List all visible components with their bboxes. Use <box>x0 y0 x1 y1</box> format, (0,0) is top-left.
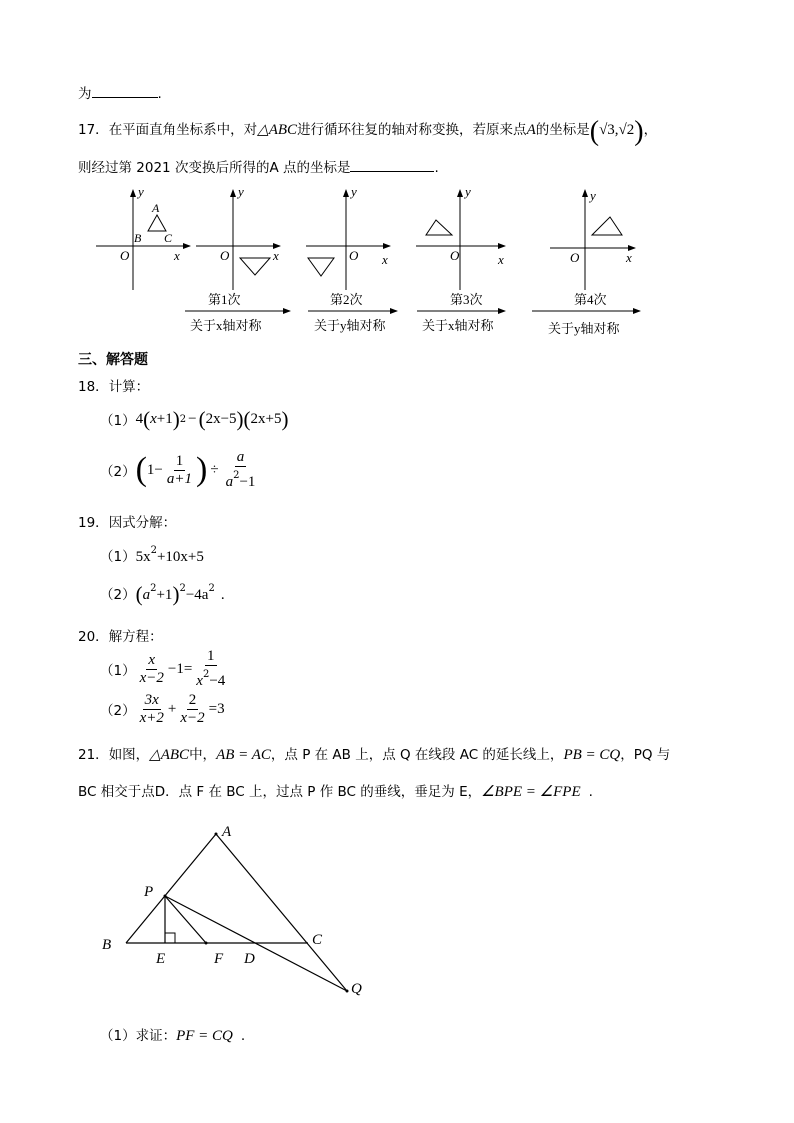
point-c-label: C <box>312 932 323 948</box>
x-axis-label: x <box>626 250 632 265</box>
question-20-part-2: （2） $\frac{3x}{x+2}$ + $\frac{2}{x-2}$ =3 <box>100 691 225 726</box>
q17-transform-figure <box>90 180 650 340</box>
question-19-title: 19．因式分解： <box>78 515 177 531</box>
q21-triangle-figure <box>96 816 386 1006</box>
y-axis-label: y <box>238 184 244 199</box>
question-20-part-1: （1） $\frac{x}{x-2}$ −1= $\frac{1}{x^2-4}$ <box>100 648 226 689</box>
question-21-part-1: （1）求证：PF = CQ . <box>100 1028 246 1044</box>
question-21-line1: 21．如图，△ABC中，AB = AC，点 P 在 AB 上，点 Q 在线段 AC 的延长线上，PB = CQ，PQ 与 <box>78 747 671 763</box>
answer-blank[interactable] <box>92 83 158 98</box>
point-a-label: A <box>222 824 232 840</box>
point-e-label: E <box>156 951 166 967</box>
point-a-label: A <box>152 201 160 215</box>
step-1-desc: 关于x轴对称 <box>190 318 262 333</box>
question-21-line2: BC 相交于点D．点 F 在 BC 上，过点 P 作 BC 的垂线，垂足为 E，∠BPE = ∠FPE . <box>78 784 593 800</box>
point-d-label: D <box>244 951 255 967</box>
x-axis-label: x <box>382 252 388 267</box>
question-18-title: 18．计算： <box>78 379 150 395</box>
q16-tail: 为 . <box>78 82 162 102</box>
origin-label: O <box>570 250 580 265</box>
question-18-part-1: （1） 4 ( x +1 ) 2 − ( 2x −5 ) ( 2x +5 ) <box>100 406 289 431</box>
point-b-label: B <box>134 231 142 245</box>
step-2-label: 第2次 <box>330 292 363 307</box>
question-17-line2: 则经过第 2021 次变换后所得的A 点的坐标是 . <box>78 156 439 176</box>
origin-label: O <box>450 248 460 263</box>
point-c-label: C <box>164 231 173 245</box>
step-4-desc: 关于y轴对称 <box>548 321 620 336</box>
question-17-line1: 17．在平面直角坐标系中，对△ABC进行循环往复的轴对称变换，若原来点A的坐标是(√3,√2)， <box>78 116 658 147</box>
question-19-part-2: $(2)(a^2+1)^2-4a^2$ . <box>100 582 225 606</box>
x-axis-label: x <box>498 252 504 267</box>
origin-label: O <box>120 248 130 263</box>
y-axis-label: y <box>138 184 144 199</box>
y-axis-label: y <box>590 188 596 203</box>
step-4-label: 第4次 <box>574 292 607 307</box>
x-axis-label: x <box>174 248 180 263</box>
point-p-label: P <box>144 884 154 900</box>
question-20-title: 20．解方程： <box>78 629 163 645</box>
step-3-desc: 关于x轴对称 <box>422 318 494 333</box>
y-axis-label: y <box>351 184 357 199</box>
y-axis-label: y <box>465 184 471 199</box>
origin-label: O <box>349 248 359 263</box>
answer-blank[interactable] <box>350 157 434 172</box>
point-f-label: F <box>214 951 224 967</box>
question-19-part-1: $(1)5x^2+10x+5$ <box>100 545 204 565</box>
point-q-label: Q <box>351 981 362 997</box>
step-2-desc: 关于y轴对称 <box>314 318 386 333</box>
step-3-label: 第3次 <box>450 292 483 307</box>
x-axis-label: x <box>273 248 279 263</box>
origin-label: O <box>220 248 230 263</box>
question-18-part-2: （2） ( 1− $\frac{1}{a+1}$ ) ÷ $\frac{a}{a^2-1}$ <box>100 449 256 490</box>
step-1-label: 第1次 <box>208 292 241 307</box>
point-b-label: B <box>102 937 112 953</box>
section-title: 三、解答题 <box>78 352 148 368</box>
